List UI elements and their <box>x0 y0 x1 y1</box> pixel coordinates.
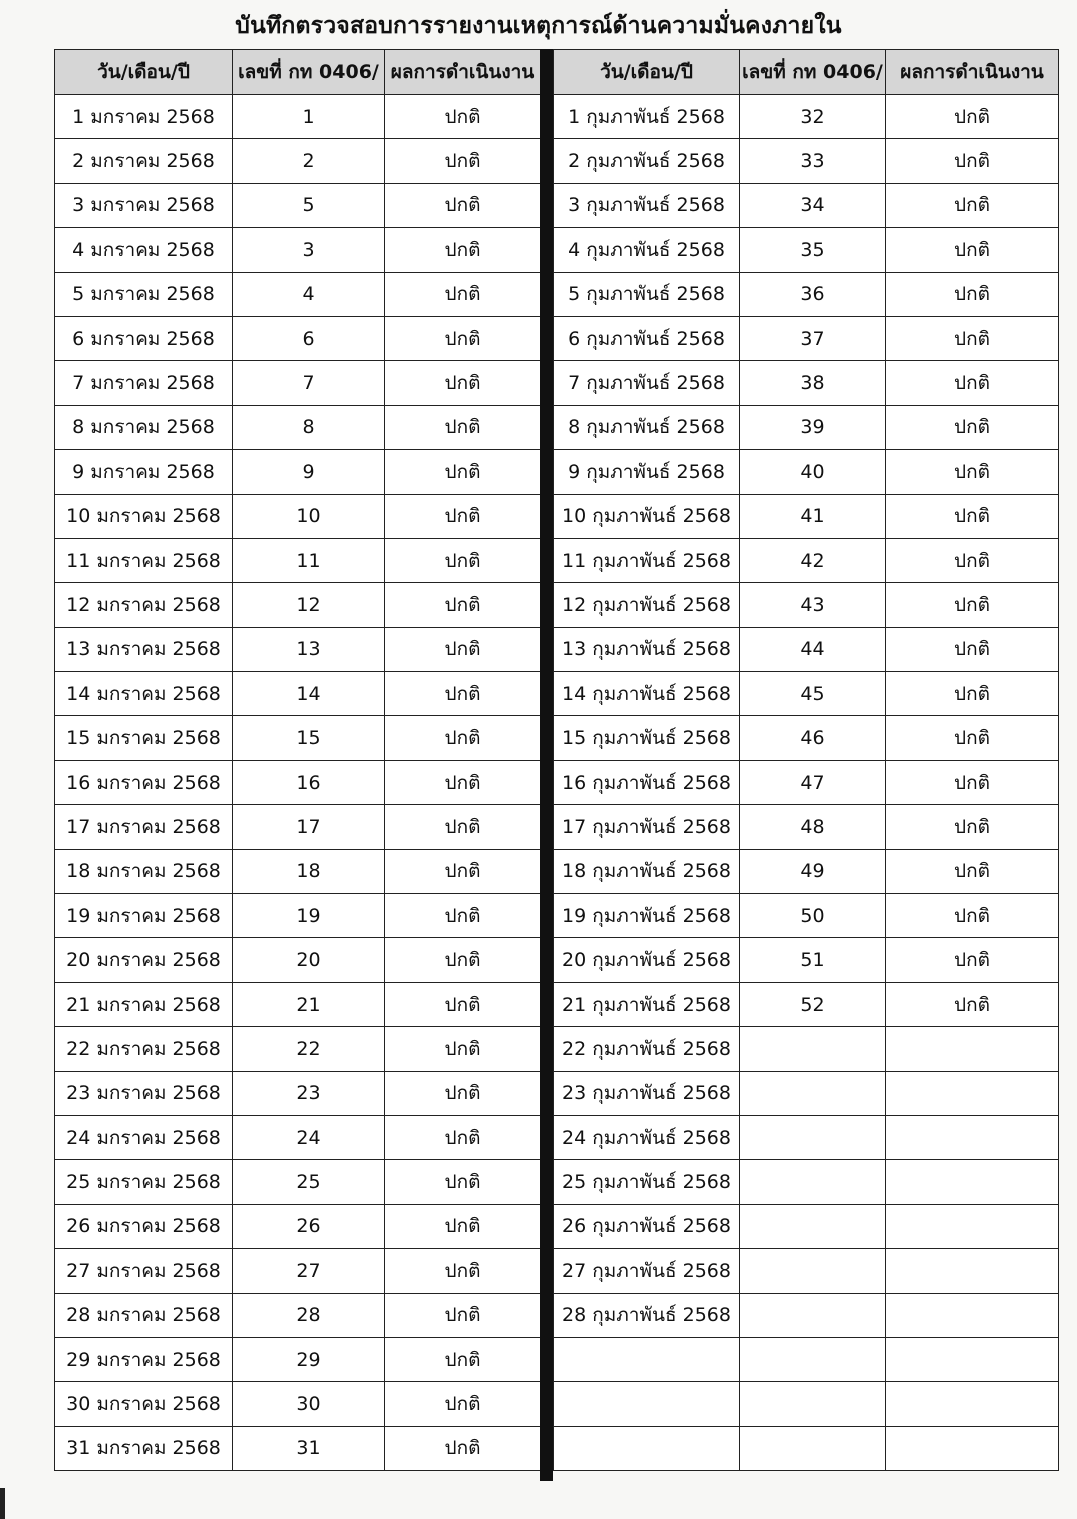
table-row <box>55 183 541 227</box>
cell-date: 8 กุมภาพันธ์ 2568 <box>554 405 740 449</box>
table-row <box>55 716 541 760</box>
cell-date: 11 มกราคม 2568 <box>55 538 233 582</box>
cell-result: ปกติ <box>385 1337 541 1381</box>
table-row <box>55 1115 541 1159</box>
table-row <box>554 982 1059 1026</box>
cell-result <box>886 1160 1059 1204</box>
table-row <box>554 95 1059 139</box>
document-title: บันทึกตรวจสอบการรายงานเหตุการณ์ด้านความมั่นคงภายใน <box>235 13 842 39</box>
cell-doc-no: 46 <box>740 716 886 760</box>
table-row <box>554 494 1059 538</box>
table-row <box>554 228 1059 272</box>
cell-result: ปกติ <box>385 1382 541 1426</box>
column-divider <box>540 49 553 1481</box>
cell-date: 21 กุมภาพันธ์ 2568 <box>554 982 740 1026</box>
cell-date <box>554 1382 740 1426</box>
cell-doc-no: 42 <box>740 538 886 582</box>
cell-result: ปกติ <box>886 183 1059 227</box>
cell-date: 12 กุมภาพันธ์ 2568 <box>554 583 740 627</box>
cell-result: ปกติ <box>886 805 1059 849</box>
cell-date: 19 มกราคม 2568 <box>55 894 233 938</box>
cell-date: 26 มกราคม 2568 <box>55 1204 233 1248</box>
cell-result: ปกติ <box>385 627 541 671</box>
table-row <box>55 938 541 982</box>
cell-doc-no: 2 <box>233 139 385 183</box>
cell-date: 3 มกราคม 2568 <box>55 183 233 227</box>
cell-doc-no: 16 <box>233 760 385 804</box>
cell-result: ปกติ <box>385 805 541 849</box>
table-row <box>554 316 1059 360</box>
cell-doc-no: 28 <box>233 1293 385 1337</box>
cell-doc-no: 50 <box>740 894 886 938</box>
cell-result: ปกติ <box>385 1249 541 1293</box>
cell-result: ปกติ <box>385 894 541 938</box>
table-row <box>55 1204 541 1248</box>
cell-doc-no: 27 <box>233 1249 385 1293</box>
table-row <box>55 1382 541 1426</box>
cell-result: ปกติ <box>385 538 541 582</box>
header-result: ผลการดำเนินงาน <box>385 50 541 95</box>
cell-date: 14 กุมภาพันธ์ 2568 <box>554 672 740 716</box>
table-row <box>554 627 1059 671</box>
header-date: วัน/เดือน/ปี <box>55 50 233 95</box>
cell-result: ปกติ <box>886 316 1059 360</box>
cell-result: ปกติ <box>886 139 1059 183</box>
table-row <box>554 938 1059 982</box>
cell-date: 5 มกราคม 2568 <box>55 272 233 316</box>
cell-result: ปกติ <box>886 894 1059 938</box>
cell-date: 6 มกราคม 2568 <box>55 316 233 360</box>
cell-doc-no: 17 <box>233 805 385 849</box>
cell-doc-no: 30 <box>233 1382 385 1426</box>
table-row <box>55 627 541 671</box>
scan-edge-mark <box>0 1488 5 1519</box>
table-row <box>55 894 541 938</box>
table-row <box>554 139 1059 183</box>
cell-date: 10 กุมภาพันธ์ 2568 <box>554 494 740 538</box>
cell-doc-no: 11 <box>233 538 385 582</box>
table-row <box>554 1382 1059 1426</box>
table-row <box>554 672 1059 716</box>
cell-doc-no: 29 <box>233 1337 385 1381</box>
cell-result: ปกติ <box>385 183 541 227</box>
cell-doc-no: 12 <box>233 583 385 627</box>
cell-doc-no: 34 <box>740 183 886 227</box>
cell-doc-no: 21 <box>233 982 385 1026</box>
cell-doc-no <box>740 1160 886 1204</box>
cell-doc-no: 4 <box>233 272 385 316</box>
cell-doc-no: 3 <box>233 228 385 272</box>
cell-doc-no: 26 <box>233 1204 385 1248</box>
cell-date: 15 กุมภาพันธ์ 2568 <box>554 716 740 760</box>
header-row <box>554 50 1059 95</box>
cell-date: 16 กุมภาพันธ์ 2568 <box>554 760 740 804</box>
cell-doc-no <box>740 1071 886 1115</box>
table-row <box>55 583 541 627</box>
cell-date: 21 มกราคม 2568 <box>55 982 233 1026</box>
cell-doc-no: 15 <box>233 716 385 760</box>
cell-result: ปกติ <box>385 716 541 760</box>
table-row <box>55 316 541 360</box>
february-log-table <box>553 49 1059 1471</box>
table-row <box>55 1071 541 1115</box>
cell-date: 24 กุมภาพันธ์ 2568 <box>554 1115 740 1159</box>
cell-result: ปกติ <box>385 938 541 982</box>
cell-date: 6 กุมภาพันธ์ 2568 <box>554 316 740 360</box>
table-row <box>554 1337 1059 1381</box>
cell-doc-no: 35 <box>740 228 886 272</box>
cell-result: ปกติ <box>886 583 1059 627</box>
cell-doc-no: 5 <box>233 183 385 227</box>
cell-date: 4 มกราคม 2568 <box>55 228 233 272</box>
table-row <box>55 1160 541 1204</box>
cell-date: 3 กุมภาพันธ์ 2568 <box>554 183 740 227</box>
cell-result: ปกติ <box>385 1204 541 1248</box>
cell-result: ปกติ <box>385 361 541 405</box>
cell-date: 1 มกราคม 2568 <box>55 95 233 139</box>
cell-result: ปกติ <box>886 95 1059 139</box>
table-row <box>55 1337 541 1381</box>
cell-result: ปกติ <box>385 1160 541 1204</box>
cell-doc-no: 23 <box>233 1071 385 1115</box>
table-row <box>55 1293 541 1337</box>
table-row <box>55 139 541 183</box>
table-row <box>55 1249 541 1293</box>
cell-result: ปกติ <box>385 583 541 627</box>
table-row <box>554 1426 1059 1470</box>
cell-result: ปกติ <box>886 672 1059 716</box>
cell-result: ปกติ <box>886 228 1059 272</box>
cell-date: 16 มกราคม 2568 <box>55 760 233 804</box>
cell-doc-no: 6 <box>233 316 385 360</box>
cell-date: 13 มกราคม 2568 <box>55 627 233 671</box>
cell-doc-no: 41 <box>740 494 886 538</box>
cell-result: ปกติ <box>385 95 541 139</box>
cell-date <box>554 1337 740 1381</box>
cell-result: ปกติ <box>385 1027 541 1071</box>
cell-doc-no: 33 <box>740 139 886 183</box>
header-doc-no: เลขที่ กท 0406/ <box>233 50 385 95</box>
cell-doc-no: 7 <box>233 361 385 405</box>
cell-date: 13 กุมภาพันธ์ 2568 <box>554 627 740 671</box>
table-row <box>55 361 541 405</box>
cell-result: ปกติ <box>385 982 541 1026</box>
cell-date: 14 มกราคม 2568 <box>55 672 233 716</box>
table-row <box>554 272 1059 316</box>
cell-result: ปกติ <box>385 228 541 272</box>
cell-date: 2 กุมภาพันธ์ 2568 <box>554 139 740 183</box>
table-row <box>55 494 541 538</box>
cell-result <box>886 1249 1059 1293</box>
cell-result: ปกติ <box>886 982 1059 1026</box>
cell-doc-no: 19 <box>233 894 385 938</box>
cell-result: ปกติ <box>385 405 541 449</box>
cell-result: ปกติ <box>886 361 1059 405</box>
cell-doc-no: 24 <box>233 1115 385 1159</box>
cell-result <box>886 1293 1059 1337</box>
cell-doc-no: 48 <box>740 805 886 849</box>
cell-date: 9 มกราคม 2568 <box>55 450 233 494</box>
table-row <box>554 538 1059 582</box>
cell-date: 19 กุมภาพันธ์ 2568 <box>554 894 740 938</box>
cell-date: 7 กุมภาพันธ์ 2568 <box>554 361 740 405</box>
cell-doc-no: 51 <box>740 938 886 982</box>
cell-doc-no: 31 <box>233 1426 385 1470</box>
cell-doc-no: 8 <box>233 405 385 449</box>
cell-result: ปกติ <box>886 849 1059 893</box>
table-row <box>554 849 1059 893</box>
cell-result: ปกติ <box>385 139 541 183</box>
cell-doc-no: 1 <box>233 95 385 139</box>
cell-doc-no: 25 <box>233 1160 385 1204</box>
cell-result: ปกติ <box>385 272 541 316</box>
table-row <box>554 183 1059 227</box>
cell-result: ปกติ <box>385 494 541 538</box>
table-row <box>55 805 541 849</box>
cell-result: ปกติ <box>385 450 541 494</box>
cell-date: 5 กุมภาพันธ์ 2568 <box>554 272 740 316</box>
cell-result: ปกติ <box>385 1293 541 1337</box>
cell-date: 23 กุมภาพันธ์ 2568 <box>554 1071 740 1115</box>
cell-date: 2 มกราคม 2568 <box>55 139 233 183</box>
table-row <box>554 583 1059 627</box>
cell-date: 1 กุมภาพันธ์ 2568 <box>554 95 740 139</box>
cell-doc-no: 22 <box>233 1027 385 1071</box>
table-row <box>55 1027 541 1071</box>
table-row <box>554 894 1059 938</box>
table-row <box>554 1115 1059 1159</box>
cell-date: 18 มกราคม 2568 <box>55 849 233 893</box>
cell-doc-no <box>740 1204 886 1248</box>
table-row <box>55 450 541 494</box>
table-row <box>554 1293 1059 1337</box>
cell-doc-no: 47 <box>740 760 886 804</box>
table-row <box>554 1027 1059 1071</box>
cell-result: ปกติ <box>886 938 1059 982</box>
cell-date: 31 มกราคม 2568 <box>55 1426 233 1470</box>
cell-date: 20 กุมภาพันธ์ 2568 <box>554 938 740 982</box>
cell-result <box>886 1337 1059 1381</box>
cell-doc-no: 20 <box>233 938 385 982</box>
cell-result: ปกติ <box>886 494 1059 538</box>
cell-date: 7 มกราคม 2568 <box>55 361 233 405</box>
cell-date <box>554 1426 740 1470</box>
cell-result: ปกติ <box>886 627 1059 671</box>
cell-date: 30 มกราคม 2568 <box>55 1382 233 1426</box>
cell-doc-no: 45 <box>740 672 886 716</box>
cell-doc-no: 36 <box>740 272 886 316</box>
cell-doc-no <box>740 1337 886 1381</box>
cell-result: ปกติ <box>385 316 541 360</box>
cell-result: ปกติ <box>886 716 1059 760</box>
cell-date: 26 กุมภาพันธ์ 2568 <box>554 1204 740 1248</box>
header-doc-no: เลขที่ กท 0406/ <box>740 50 886 95</box>
cell-date: 28 มกราคม 2568 <box>55 1293 233 1337</box>
cell-date: 25 มกราคม 2568 <box>55 1160 233 1204</box>
cell-doc-no: 49 <box>740 849 886 893</box>
cell-result: ปกติ <box>385 1071 541 1115</box>
cell-result: ปกติ <box>385 760 541 804</box>
table-row <box>554 1071 1059 1115</box>
cell-result <box>886 1426 1059 1470</box>
cell-date: 22 กุมภาพันธ์ 2568 <box>554 1027 740 1071</box>
header-date: วัน/เดือน/ปี <box>554 50 740 95</box>
cell-doc-no <box>740 1115 886 1159</box>
cell-date: 23 มกราคม 2568 <box>55 1071 233 1115</box>
cell-doc-no: 10 <box>233 494 385 538</box>
cell-date: 24 มกราคม 2568 <box>55 1115 233 1159</box>
cell-doc-no: 13 <box>233 627 385 671</box>
january-log-table <box>54 49 541 1471</box>
header-row <box>55 50 541 95</box>
cell-doc-no: 39 <box>740 405 886 449</box>
table-row <box>554 805 1059 849</box>
table-row <box>554 1249 1059 1293</box>
cell-result: ปกติ <box>886 450 1059 494</box>
cell-doc-no <box>740 1426 886 1470</box>
cell-date: 9 กุมภาพันธ์ 2568 <box>554 450 740 494</box>
cell-doc-no: 52 <box>740 982 886 1026</box>
cell-doc-no: 43 <box>740 583 886 627</box>
cell-date: 15 มกราคม 2568 <box>55 716 233 760</box>
table-row <box>554 760 1059 804</box>
cell-doc-no <box>740 1249 886 1293</box>
cell-date: 22 มกราคม 2568 <box>55 1027 233 1071</box>
table-row <box>55 228 541 272</box>
cell-date: 4 กุมภาพันธ์ 2568 <box>554 228 740 272</box>
table-row <box>554 1204 1059 1248</box>
table-row <box>554 450 1059 494</box>
cell-date: 29 มกราคม 2568 <box>55 1337 233 1381</box>
cell-result: ปกติ <box>385 1426 541 1470</box>
table-row <box>55 672 541 716</box>
cell-result <box>886 1204 1059 1248</box>
cell-doc-no: 9 <box>233 450 385 494</box>
cell-doc-no: 38 <box>740 361 886 405</box>
cell-result: ปกติ <box>886 538 1059 582</box>
cell-result <box>886 1382 1059 1426</box>
cell-date: 25 กุมภาพันธ์ 2568 <box>554 1160 740 1204</box>
table-row <box>55 538 541 582</box>
cell-doc-no: 44 <box>740 627 886 671</box>
table-row <box>55 405 541 449</box>
cell-doc-no: 37 <box>740 316 886 360</box>
table-row <box>55 1426 541 1470</box>
table-row <box>55 95 541 139</box>
cell-date: 8 มกราคม 2568 <box>55 405 233 449</box>
cell-date: 27 มกราคม 2568 <box>55 1249 233 1293</box>
cell-result <box>886 1027 1059 1071</box>
cell-date: 10 มกราคม 2568 <box>55 494 233 538</box>
table-row <box>554 1160 1059 1204</box>
cell-result <box>886 1071 1059 1115</box>
cell-doc-no <box>740 1027 886 1071</box>
cell-result: ปกติ <box>385 672 541 716</box>
cell-date: 27 กุมภาพันธ์ 2568 <box>554 1249 740 1293</box>
cell-doc-no: 14 <box>233 672 385 716</box>
cell-date: 17 กุมภาพันธ์ 2568 <box>554 805 740 849</box>
table-row <box>554 716 1059 760</box>
cell-doc-no <box>740 1293 886 1337</box>
cell-result: ปกติ <box>886 405 1059 449</box>
cell-result: ปกติ <box>886 760 1059 804</box>
cell-result <box>886 1115 1059 1159</box>
cell-result: ปกติ <box>385 849 541 893</box>
cell-date: 11 กุมภาพันธ์ 2568 <box>554 538 740 582</box>
cell-result: ปกติ <box>385 1115 541 1159</box>
table-row <box>55 760 541 804</box>
cell-date: 20 มกราคม 2568 <box>55 938 233 982</box>
cell-date: 18 กุมภาพันธ์ 2568 <box>554 849 740 893</box>
cell-date: 12 มกราคม 2568 <box>55 583 233 627</box>
table-row <box>55 982 541 1026</box>
cell-doc-no: 40 <box>740 450 886 494</box>
header-result: ผลการดำเนินงาน <box>886 50 1059 95</box>
table-row <box>554 361 1059 405</box>
cell-result: ปกติ <box>886 272 1059 316</box>
cell-date: 28 กุมภาพันธ์ 2568 <box>554 1293 740 1337</box>
cell-doc-no <box>740 1382 886 1426</box>
cell-date: 17 มกราคม 2568 <box>55 805 233 849</box>
table-row <box>554 405 1059 449</box>
cell-doc-no: 18 <box>233 849 385 893</box>
cell-doc-no: 32 <box>740 95 886 139</box>
table-row <box>55 849 541 893</box>
table-row <box>55 272 541 316</box>
